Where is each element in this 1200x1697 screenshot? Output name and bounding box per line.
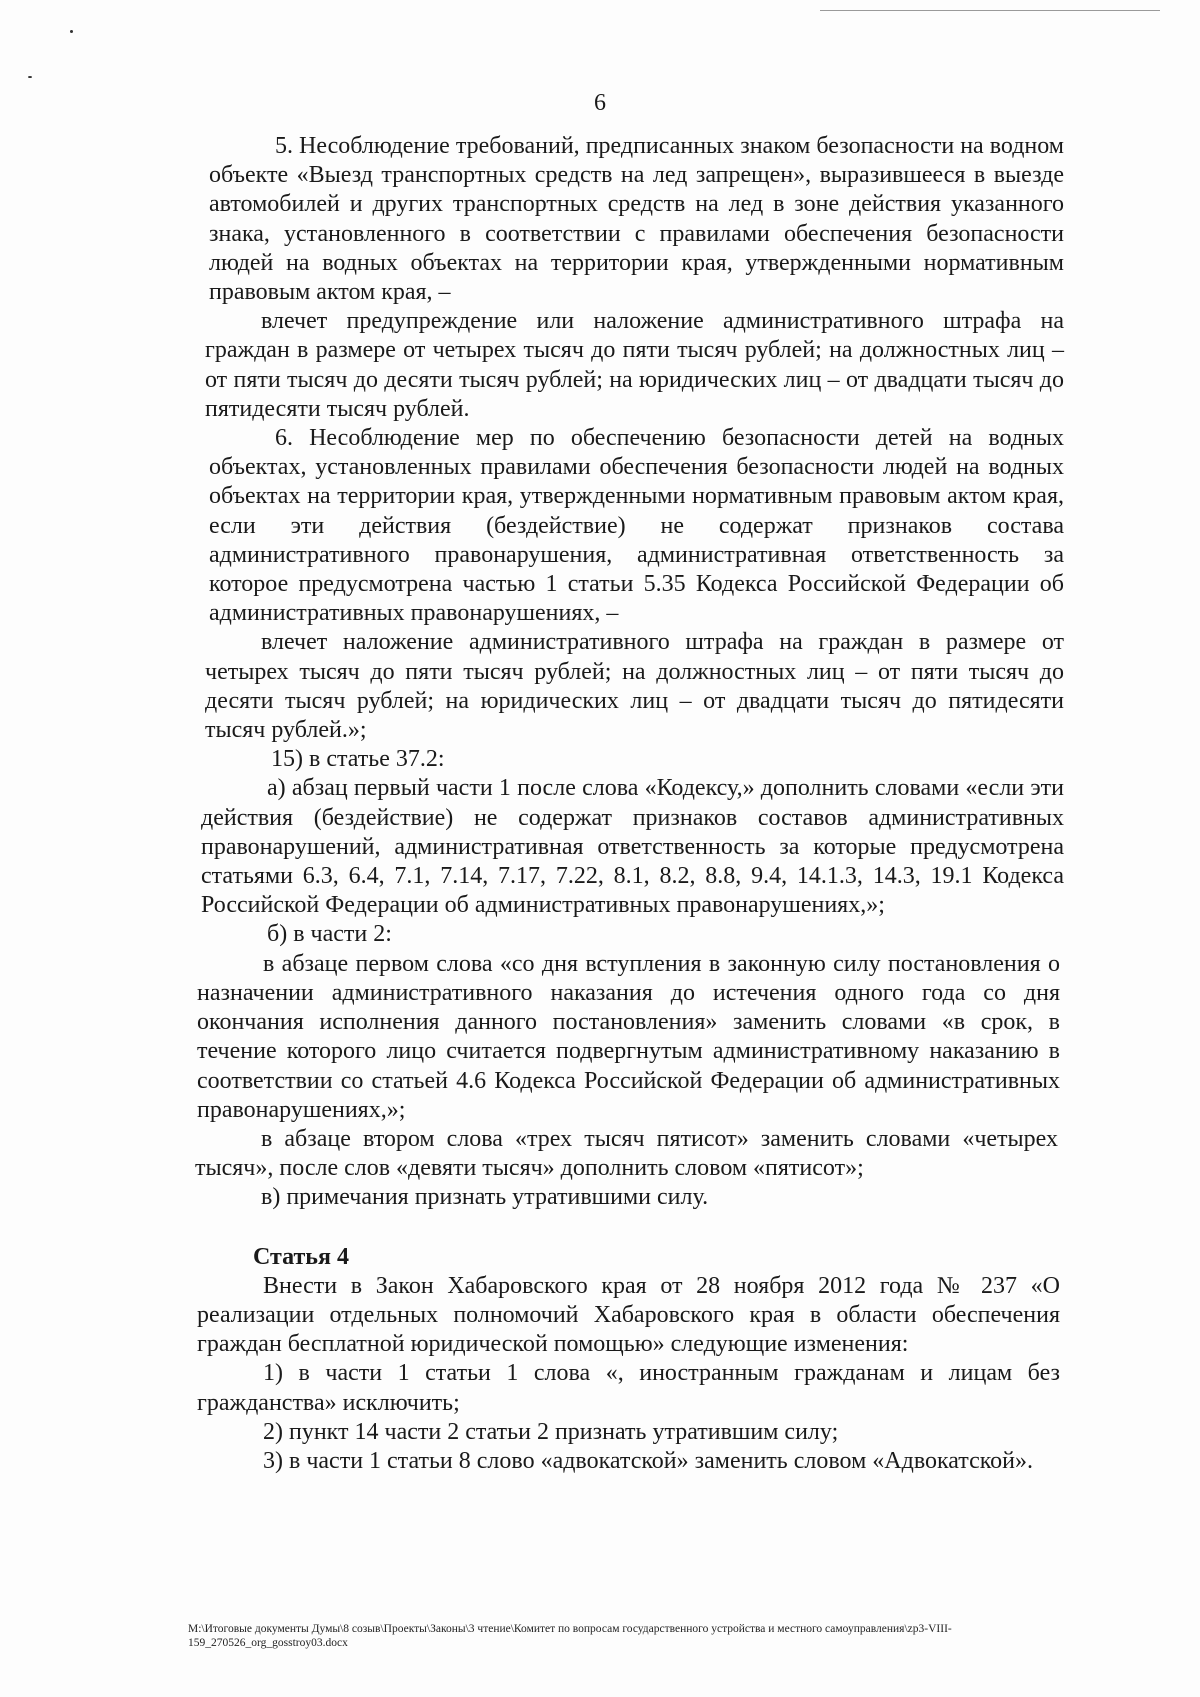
paragraph-subpoint-b: б) в части 2: [267,921,392,948]
paragraph-point-15: 15) в статье 37.2: [271,746,445,773]
paragraph-subpoint-v: в) примечания признать утратившими силу. [261,1184,709,1211]
scan-edge-line [820,10,1160,11]
scan-speck [70,30,73,33]
article-heading: Статья 4 [253,1243,349,1270]
scan-speck [28,76,32,78]
article-point-3: 3) в части 1 статьи 8 слово «адвокатской» заменить словом «Адвокатской». [263,1447,1034,1474]
paragraph-item-5: 5. Несоблюдение требований, предписанных знаком безопасности на водном объекте «Выезд транспортных средств на лед запрещен», выразившееся в выезде автомобилей и других транспортных средств на лед в зоне действия указанного знака, установленного в соответствии с правилами обеспечения безопасности людей на водных объектах на территории края, утвержденными нормативным правовым актом края, – [209,133,1064,306]
paragraph-penalty-6: влечет наложение административного штрафа на граждан в размере от четырех тысяч до пяти тысяч рублей; на должностных лиц – от пяти тысяч до десяти тысяч рублей; на юридических лиц – от двадцати тысяч до пятидесяти тысяч рублей.»; [205,629,1064,744]
paragraph-item-6: 6. Несоблюдение мер по обеспечению безопасности детей на водных объектах, установленных правилами обеспечения безопасности людей на водных объектах на территории края, утвержденными нормативным правовым актом края, если эти действия (бездействие) не содержат признаков состава административного правонарушения, административная ответственность за которое предусмотрена частью 1 статьи 5.35 Кодекса Российской Федерации об административных правонарушениях, – [209,425,1064,627]
paragraph-penalty-5: влечет предупреждение или наложение административного штрафа на граждан в размере от четырех тысяч до пяти тысяч рублей; на должностных лиц – от пяти тысяч до десяти тысяч рублей; на юридических лиц – от двадцати тысяч до пятидесяти тысяч рублей. [205,308,1064,422]
document-body [195,132,1064,1476]
paragraph-abzac-2: в абзаце втором слова «трех тысяч пятисот» заменить словами «четырех тысяч», после слов «девяти тысяч» дополнить словом «пятисот»; [195,1125,1058,1182]
article-point-2: 2) пункт 14 части 2 статьи 2 признать утратившим силу; [263,1418,839,1445]
file-path-footer: M:\Итоговые документы Думы\8 созыв\Проекты\Законы\3 чтение\Комитет по вопросам государственного устройства и местного самоуправления\zp3-VIII-159_270526_org_gosstroy03.docx [188,1623,952,1649]
article-point-1: 1) в части 1 статьи 1 слова «, иностранным гражданам и лицам без гражданства» исключить; [197,1360,1060,1416]
page-number: 6 [594,90,606,116]
paragraph-abzac-1: в абзаце первом слова «со дня вступления в законную силу постановления о назначении административного наказания до истечения одного года со дня окончания исполнения данного постановления» заменить словами «в срок, в течение которого лицо считается подвергнутым административному наказанию в соответствии со статьей 4.6 Кодекса Российской Федерации об административных правонарушениях,»; [197,950,1060,1123]
paragraph-subpoint-a: а) абзац первый части 1 после слова «Кодексу,» дополнить словами «если эти действия (бездействие) не содержат признаков составов административных правонарушений, административная ответственность за которые предусмотрена статьями 6.3, 6.4, 7.1, 7.14, 7.17, 7.22, 8.1, 8.2, 8.8, 9.4, 14.1.3, 14.3, 19.1 Кодекса Российской Федерации об административных правонарушениях,»; [201,775,1064,919]
article-intro: Внести в Закон Хабаровского края от 28 ноября 2012 года № 237 «О реализации отдельных полномочий Хабаровского края в области обеспечения граждан бесплатной юридической помощью» следующие изменения: [197,1272,1060,1358]
